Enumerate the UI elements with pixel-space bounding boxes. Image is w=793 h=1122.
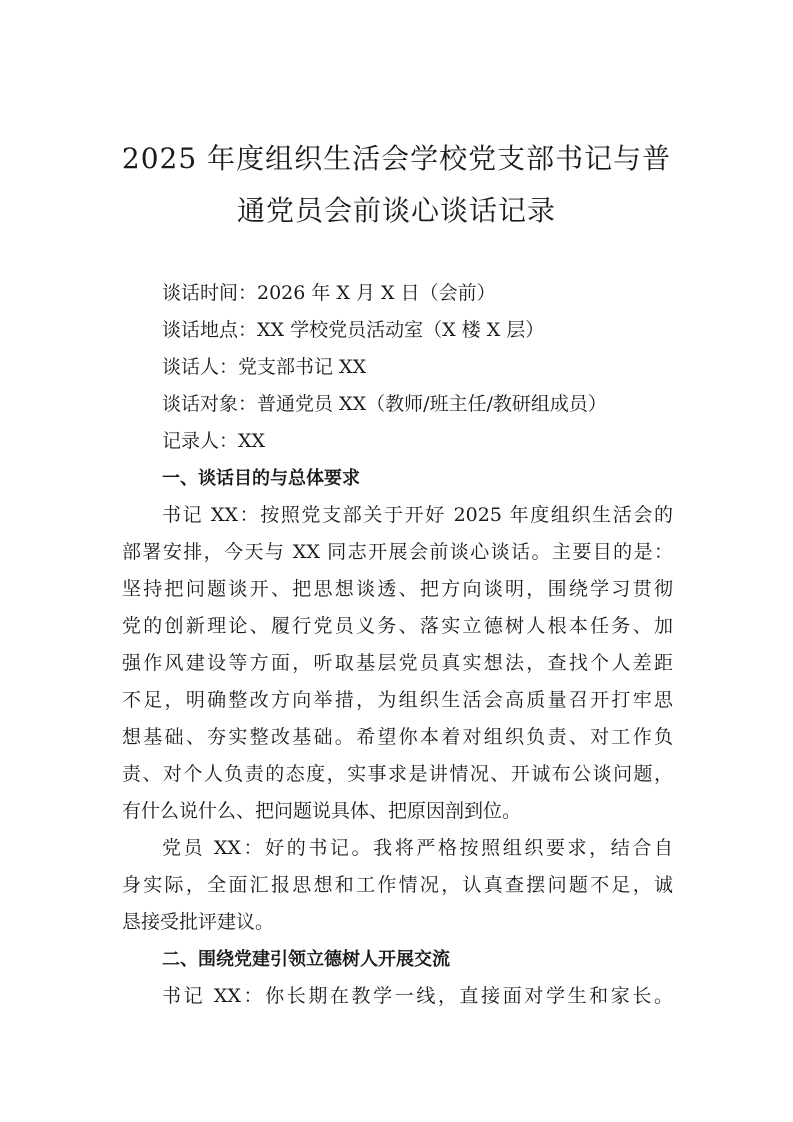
section-1-paragraph-2	[122, 830, 673, 941]
paragraph-line: 强作风建设等方面，听取基层党员真实想法，查找个人差距	[122, 652, 673, 674]
paragraph-line: 坚持把问题谈开、把思想谈透、把方向谈明，围绕学习贯彻	[122, 578, 673, 600]
meta-interviewer: 谈话人：党支部书记 XX	[162, 356, 367, 378]
paragraph-line: 不足，明确整改方向举措，为组织生活会高质量召开打牢思	[122, 689, 673, 711]
section-2-heading: 二、围绕党建引领立德树人开展交流	[162, 949, 450, 970]
section-2-paragraph-1	[122, 978, 673, 1015]
paragraph-line: 书记 XX：你长期在教学一线，直接面对学生和家长。	[162, 985, 673, 1007]
paragraph-line: 党的创新理论、履行党员义务、落实立德树人根本任务、加	[122, 615, 673, 637]
paragraph-line: 身实际，全面汇报思想和工作情况，认真查摆问题不足，诚	[122, 874, 673, 896]
paragraph-line: 有什么说什么、把问题说具体、把原因剖到位。	[122, 800, 522, 822]
meta-recorder: 记录人：XX	[162, 430, 266, 452]
paragraph-line: 党员 XX：好的书记。我将严格按照组织要求，结合自	[162, 837, 673, 859]
meta-time: 谈话时间：2026 年 X 月 X 日（会前）	[162, 282, 496, 304]
title-line-1: 2025 年度组织生活会学校党支部书记与普	[121, 142, 672, 175]
section-1-paragraph-1	[122, 497, 673, 830]
document-title	[120, 133, 673, 237]
section-1-heading: 一、谈话目的与总体要求	[162, 468, 360, 489]
paragraph-line: 想基础、夯实整改基础。希望你本着对组织负责、对工作负	[122, 726, 673, 748]
title-line-2: 通党员会前谈心谈话记录	[236, 194, 556, 227]
document-body	[122, 275, 673, 1015]
meta-interviewee: 谈话对象：普通党员 XX（教师/班主任/教研组成员）	[162, 393, 607, 415]
paragraph-line: 责、对个人负责的态度，实事求是讲情况、开诚布公谈问题，	[122, 763, 673, 785]
paragraph-line: 书记 XX：按照党支部关于开好 2025 年度组织生活会的	[162, 504, 673, 526]
paragraph-line: 恳接受批评建议。	[122, 911, 275, 933]
meta-place: 谈话地点：XX 学校党员活动室（X 楼 X 层）	[162, 319, 545, 341]
paragraph-line: 部署安排，今天与 XX 同志开展会前谈心谈话。主要目的是：	[122, 541, 673, 563]
